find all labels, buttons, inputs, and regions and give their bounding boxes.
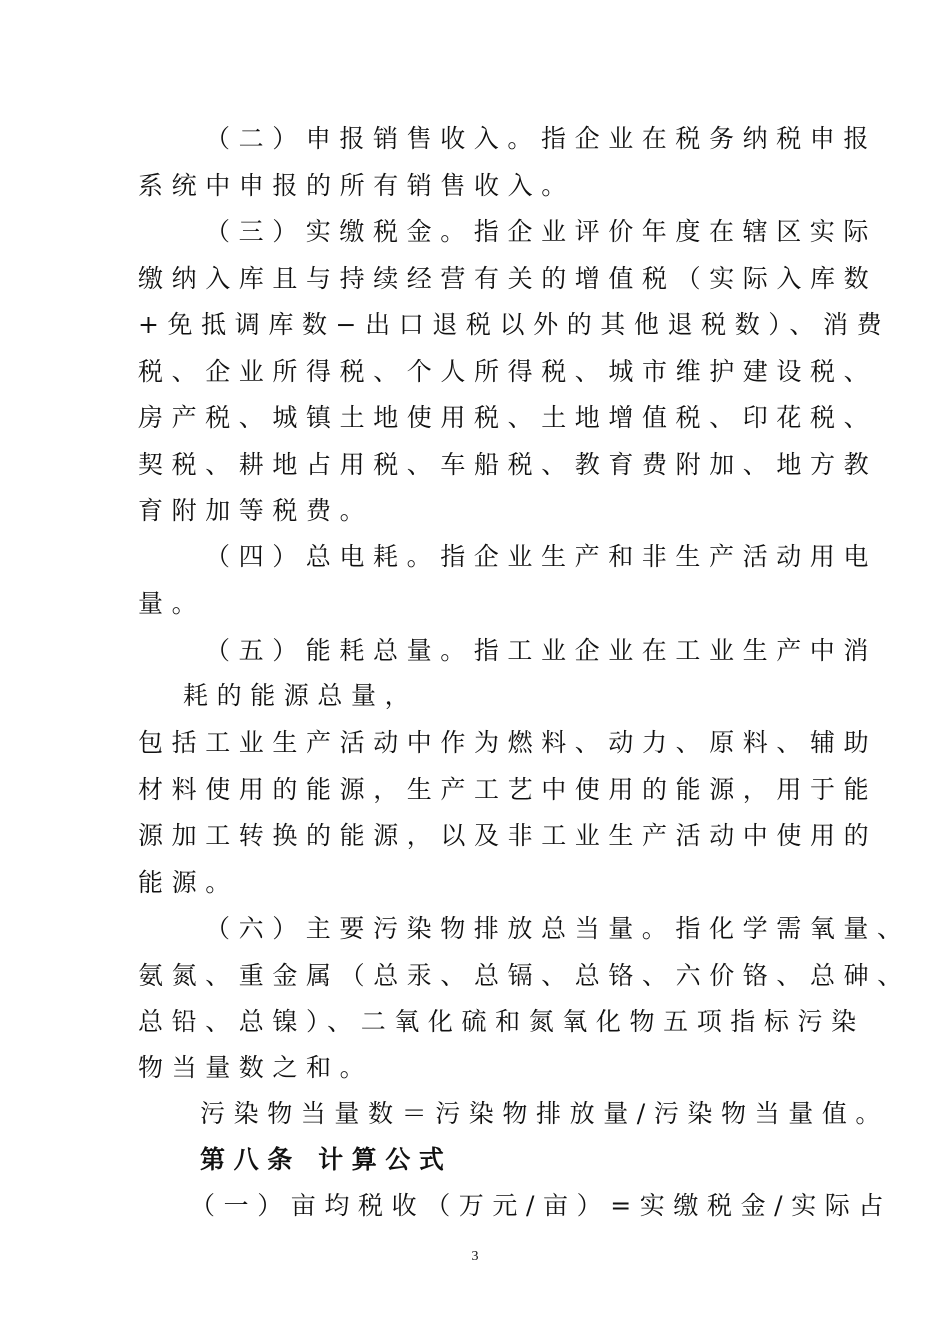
text-line: 物当量数之和。	[138, 1053, 374, 1082]
text-line: 契税、耕地占用税、车船税、教育费附加、地方教	[138, 450, 878, 479]
text-line: 育附加等税费。	[138, 496, 374, 525]
text-line: 材料使用的能源，生产工艺中使用的能源，用于能	[138, 775, 878, 804]
text-line: 能源。	[138, 868, 239, 897]
section-heading: 第八条 计算公式	[200, 1145, 453, 1174]
text-line: 量。	[138, 589, 206, 618]
text-line: （一）亩均税收（万元/亩）=实缴税金/实际占	[190, 1191, 892, 1220]
text-line: 耗的能源总量，	[183, 681, 419, 710]
text-line: （二）申报销售收入。指企业在税务纳税申报	[205, 124, 878, 153]
text-line: 包括工业生产活动中作为燃料、动力、原料、辅助	[138, 728, 878, 757]
page-number: 3	[471, 1249, 479, 1264]
text-line: （三）实缴税金。指企业评价年度在辖区实际	[205, 217, 878, 246]
text-line: （四）总电耗。指企业生产和非生产活动用电	[205, 542, 878, 571]
text-line: 税、企业所得税、个人所得税、城市维护建设税、	[138, 357, 878, 386]
text-line: （五）能耗总量。指工业企业在工业生产中消	[205, 636, 878, 665]
text-line: 缴纳入库且与持续经营有关的增值税（实际入库数	[138, 264, 878, 293]
text-line: 源加工转换的能源，以及非工业生产活动中使用的	[138, 821, 878, 850]
text-line: 系统中申报的所有销售收入。	[138, 171, 575, 200]
text-line: 房产税、城镇土地使用税、土地增值税、印花税、	[138, 403, 878, 432]
text-line: 总铅、总镍）、二氧化硫和氮氧化物五项指标污染	[138, 1007, 865, 1036]
text-line: （六）主要污染物排放总当量。指化学需氧量、	[205, 914, 911, 943]
text-line: 氨氮、重金属（总汞、总镉、总铬、六价铬、总砷、	[138, 961, 911, 990]
text-line: 污染物当量数＝污染物排放量/污染物当量值。	[200, 1099, 890, 1128]
text-line: +免抵调库数−出口退税以外的其他退税数）、消费	[138, 310, 891, 339]
